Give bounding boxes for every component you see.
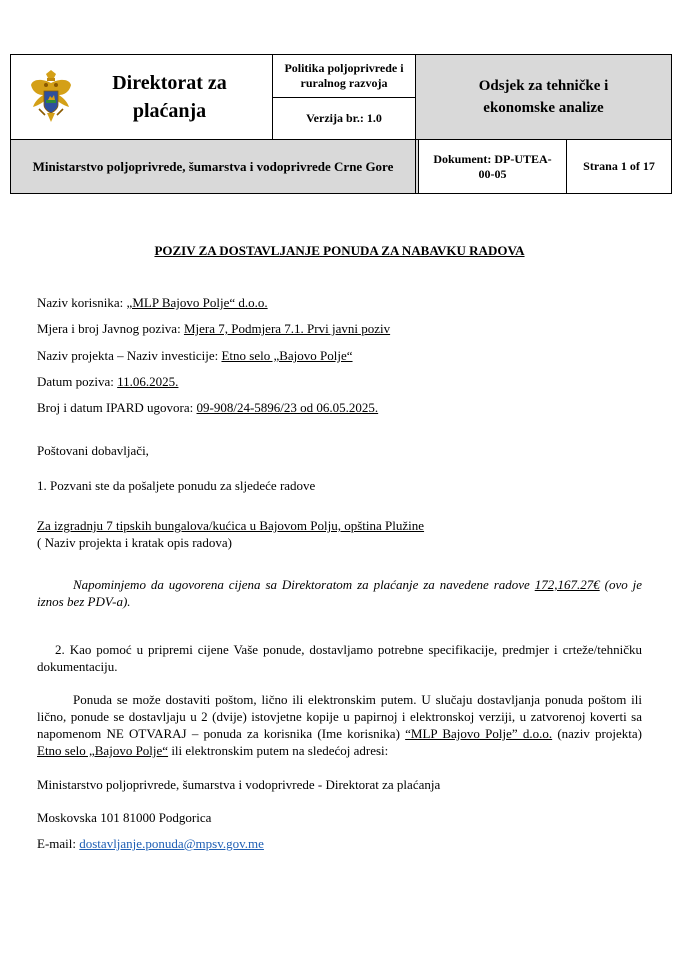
document-header bbox=[10, 54, 672, 194]
beneficiary-field: Naziv korisnika: „MLP Bajovo Polje“ d.o.o. bbox=[37, 295, 268, 310]
version-cell: Verzija br.: 1.0 bbox=[273, 97, 416, 140]
org-title: Direktorat za plaćanja bbox=[112, 72, 227, 122]
page-title: POZIV ZA DOSTAVLJANJE PONUDA ZA NABAVKU RADOVA bbox=[154, 243, 525, 258]
address-street: Moskovska 101 81000 Podgorica bbox=[37, 810, 212, 825]
policy-cell: Politika poljoprivrede i ruralnog razvoja bbox=[273, 55, 416, 98]
measure-field: Mjera i broj Javnog poziva: Mjera 7, Podmjera 7.1. Prvi javni poziv bbox=[37, 321, 391, 336]
document-number: Dokument: DP-UTEA-00-05 bbox=[419, 140, 567, 194]
page-number: Strana 1 of 17 bbox=[567, 140, 672, 194]
ministry-cell: Ministarstvo poljoprivrede, šumarstva i vodoprivrede Crne Gore bbox=[11, 140, 416, 194]
address-ministry: Ministarstvo poljoprivrede, šumarstva i vodoprivrede - Direktorat za plaćanja bbox=[37, 777, 441, 792]
department-cell: Odsjek za tehničke i ekonomske analize bbox=[416, 55, 672, 140]
project-field: Naziv projekta – Naziv investicije: Etno selo „Bajovo Polje“ bbox=[37, 348, 353, 363]
email-link[interactable]: dostavljanje.ponuda@mpsv.gov.me bbox=[79, 836, 264, 851]
item-1: 1. Pozvani ste da pošaljete ponudu za sljedeće radove bbox=[37, 478, 316, 493]
works-description: Za izgradnju 7 tipskih bungalova/kućica u Bajovom Polju, opština Plužine bbox=[37, 518, 425, 533]
contract-field: Broj i datum IPARD ugovora: 09-908/24-5896/23 od 06.05.2025. bbox=[37, 400, 379, 415]
org-cell bbox=[11, 55, 273, 140]
email-line: E-mail: dostavljanje.ponuda@mpsv.gov.me bbox=[37, 836, 264, 851]
works-caption: ( Naziv projekta i kratak opis radova) bbox=[37, 535, 232, 550]
montenegro-coat-of-arms-icon bbox=[29, 69, 73, 125]
delivery-instructions: Ponuda se može dostaviti poštom, lično ili elektronskim putem. U slučaju dostavljanja ponuda poštom ili lično, ponude se dostavljaju u 2 (dvije) istovjetne kopije u papirnoj i elektronskoj verziji, u zatvorenoj koverti sa napomenom NE OTVARAJ – ponuda za korisnika (Ime korisnika) “MLP Bajovo Polje” d.o.o. (naziv projekta) Etno selo „Bajovo Polje“ ili elektronskim putem na sledećoj adresi: bbox=[37, 692, 642, 758]
item-2: 2. Kao pomoć u pripremi cijene Vaše ponude, dostavljamo potrebne specifikacije, predmjer i crteže/tehničku dokumentaciju. bbox=[37, 642, 642, 674]
greeting: Poštovani dobavljači, bbox=[37, 443, 149, 458]
date-field: Datum poziva: 11.06.2025. bbox=[37, 374, 179, 389]
price-note: Napominjemo da ugovorena cijena sa Direktoratom za plaćanje za navedene radove 172,167.27€ (ovo je iznos bez PDV-a). bbox=[37, 577, 642, 609]
